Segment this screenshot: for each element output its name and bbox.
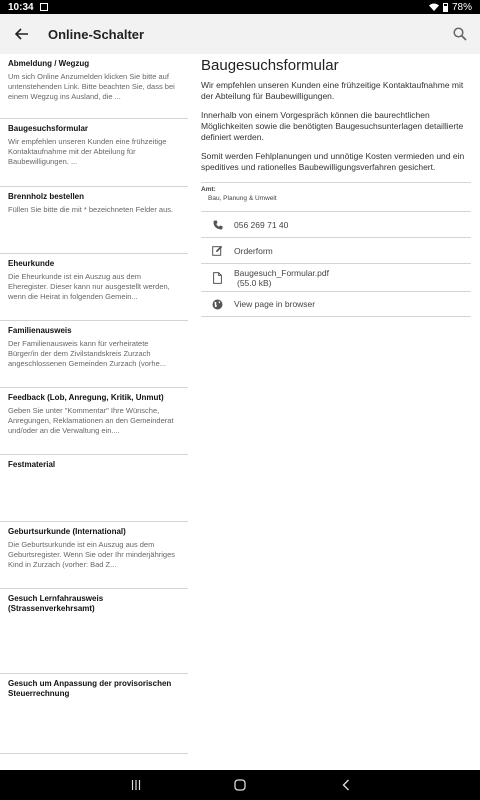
navigation-bar [0, 770, 480, 800]
list-item-description: Der Familienausweis kann für verheiratete Bürger/in der dem Zivilstandskreis Zurzach angeschlossenen Gemeinden Zurzach (vorhe... [8, 339, 167, 368]
detail-paragraph: Somit werden Fehlplanungen und unnötige Kosten vermieden und ein speditives und rationelles Baubewilligungsverfahren gesichert. [201, 151, 465, 172]
search-button[interactable] [440, 14, 480, 54]
list-item[interactable] [0, 522, 188, 589]
recent-apps-icon [131, 780, 141, 790]
battery-level: 78% [451, 1, 472, 13]
department-label: Amt: [201, 186, 216, 193]
phone-icon [201, 220, 234, 230]
list-item-title: Feedback (Lob, Anregung, Kritik, Unmut) [8, 393, 164, 402]
file-icon [201, 272, 234, 284]
list-item-title: Baugesuchsformular [8, 124, 89, 133]
globe-icon [201, 299, 234, 310]
list-item-description: Füllen Sie bitte die mit * bezeichneten Felder aus. [8, 205, 174, 214]
phone-number: 056 269 71 40 [234, 219, 289, 230]
search-icon [453, 27, 467, 41]
app-bar [0, 14, 480, 54]
detail-panel [201, 54, 471, 317]
list-item[interactable] [0, 119, 188, 187]
status-time: 10:34 [8, 1, 34, 13]
list-item-title: Geburtsurkunde (International) [8, 527, 126, 536]
department-value: Bau, Planung & Umwelt [208, 195, 277, 202]
detail-paragraph: Wir empfehlen unseren Kunden eine frühzeitige Kontaktaufnahme mit der Abteilung für Baubewilligungen. [201, 80, 464, 101]
file-name: Baugesuch_Formular.pdf [234, 267, 329, 278]
browser-row[interactable] [201, 291, 471, 317]
page-title: Online-Schalter [48, 26, 145, 42]
list-item-title: Brennholz bestellen [8, 192, 85, 201]
file-size: (55.0 kB) [237, 277, 272, 288]
edit-icon [201, 245, 234, 256]
list-item-title: Eheurkunde [8, 259, 55, 268]
home-button[interactable] [231, 776, 249, 794]
list-item-description: Geben Sie unter "Kommentar" Ihre Wünsche, Anregungen, Reklamationen an den Gemeinderat und/oder an die Verwaltung ein.... [8, 406, 174, 435]
list-item[interactable] [0, 388, 188, 455]
list-item-description: Die Geburtsurkunde ist ein Auszug aus dem Geburtsregister. Wenn Sie oder Ihr minderjähriges Kind in Zurzach (vorher: Bad Z... [8, 540, 176, 569]
orderform-label: Orderform [234, 245, 273, 256]
detail-paragraph: Innerhalb von einem Vorgespräch können die baurechtlichen Möglichkeiten sowie die benötigten Baugesuchsunterlagen detaillierte definiert werden. [201, 110, 464, 142]
recent-apps-button[interactable] [128, 776, 144, 794]
service-list [0, 54, 188, 770]
list-item-title: Gesuch um Anpassung der provisorischen Steuerrechnung [8, 679, 172, 698]
list-item[interactable] [0, 254, 188, 321]
list-item-description: Wir empfehlen unseren Kunden eine frühzeitige Kontaktaufnahme mit der Abteilung für Baubewilligungen. ... [8, 137, 167, 166]
home-icon [234, 779, 246, 791]
battery-icon [443, 3, 448, 12]
list-item-title: Familienausweis [8, 326, 72, 335]
list-item-title: Festmaterial [8, 460, 56, 469]
arrow-back-icon [15, 28, 29, 40]
back-nav-icon [342, 779, 350, 791]
department-info [201, 182, 471, 211]
list-item-description: Um sich Online Anzumelden klicken Sie bitte auf untenstehenden Link. Bitte beachten Sie, dass bei einem Wegzug ins Ausland, die ... [8, 72, 175, 101]
file-row[interactable] [201, 263, 471, 291]
list-item[interactable] [0, 321, 188, 388]
wifi-icon [429, 3, 439, 11]
phone-row[interactable] [201, 211, 471, 237]
status-right [429, 2, 472, 13]
list-item[interactable] [0, 54, 188, 119]
list-item[interactable] [0, 455, 188, 522]
image-notification-icon [40, 3, 48, 11]
detail-title: Baugesuchsformular [201, 57, 339, 74]
list-item[interactable] [0, 187, 188, 254]
list-item[interactable] [0, 589, 188, 674]
list-item-title: Abmeldung / Wegzug [8, 59, 90, 68]
list-item[interactable] [0, 674, 188, 754]
list-item-title: Gesuch Lernfahrausweis (Strassenverkehrsamt) [8, 594, 104, 613]
back-button[interactable] [0, 14, 44, 54]
browser-link: View page in browser [234, 299, 316, 309]
file-info [234, 268, 329, 288]
orderform-row[interactable] [201, 237, 471, 263]
status-bar [0, 0, 480, 14]
list-item-description: Die Eheurkunde ist ein Auszug aus dem Eheregister. Dieser kann nur ausgestellt werden, wenn die Heirat in folgenden Gemein... [8, 272, 170, 301]
back-nav-button[interactable] [338, 776, 354, 794]
